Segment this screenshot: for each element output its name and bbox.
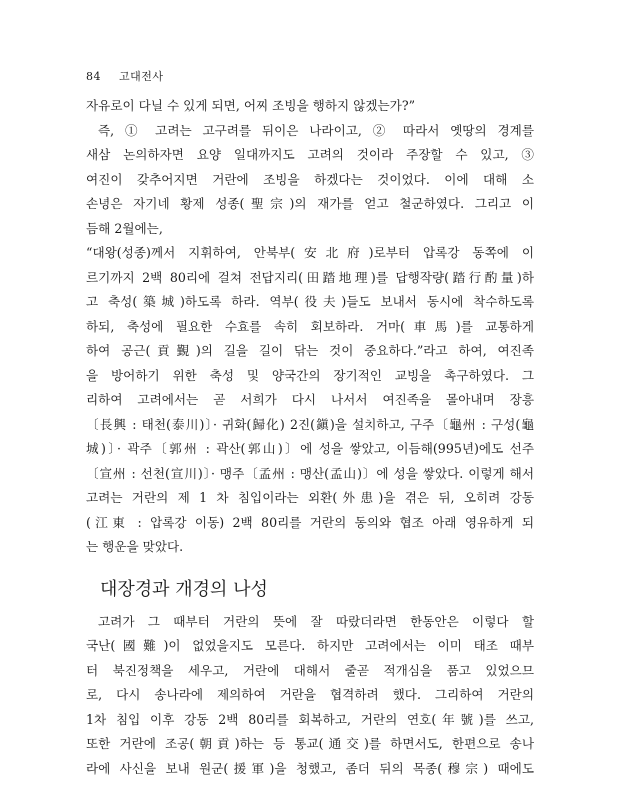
quotation-paragraph: [86, 241, 534, 560]
text-line: 라에 사신을 보내 원군(援軍)을 청했고, 좀더 뒤의 목종(穆宗) 때에도: [86, 760, 534, 776]
text-line: 여진이 갖추어지면 거란에 조빙을 하겠다는 것이었다. 이에 대해 소: [86, 171, 534, 187]
text-line: 고려는 거란의 제 1 차 침입이라는 외환(外患)을 겪은 뒤, 오히려 강동: [86, 490, 534, 505]
text-line: 하되, 축성에 필요한 수효를 속히 회보하라. 거마(車馬)를 교통하게: [86, 318, 534, 334]
text-line: 국난(國難)이 없었을지도 모른다. 하지만 고려에서는 이미 태조 때부: [86, 638, 534, 653]
text-line: 는 행운을 맞았다.: [86, 539, 184, 554]
text-line: 자유로이 다닐 수 있게 되면, 어찌 조빙을 행하지 않겠는가?”: [86, 98, 416, 113]
section-heading: 대장경과 개경의 나성: [100, 578, 268, 600]
text-line: 손녕은 자기네 황제 성종(聖宗)의 재가를 얻고 철군하였다. 그리고 이: [86, 196, 534, 211]
text-line: 〔長興 : 태천(泰川)〕· 귀화(歸化) 2진(鎭)을 설치하고, 구주〔龜州 : 구성(龜: [86, 416, 534, 432]
body-text: [86, 94, 534, 781]
text-line: 리하여 고려에서는 곧 서희가 다시 나서서 여진족을 몰아내며 장흥: [86, 392, 534, 407]
page-number: 84: [86, 70, 101, 83]
text-line: 로, 다시 송나라에 제의하여 거란을 협격하려 했다. 그리하여 거란의: [86, 687, 534, 702]
text-line: 城)〕· 곽주〔郭州 : 곽산(郭山)〕에 성을 쌓았고, 이듬해(995년)에도 선주: [86, 441, 534, 456]
text-line: “대왕(성종)께서 지휘하여, 안북부(安北府)로부터 압록강 동쪽에 이: [86, 245, 534, 260]
text-line: 고려가 그 때부터 거란의 뜻에 잘 따랐더라면 한동안은 이렇다 할: [98, 613, 534, 629]
text-line: 터 북진정책을 세우고, 거란에 대해서 줄곧 적개심을 품고 있었으므: [86, 662, 534, 678]
text-line: 1차 침입 이후 강동 2백 80리를 회복하고, 거란의 연호(年號)를 쓰고,: [86, 711, 534, 727]
text-line: 고 축성(築城)하도록 하라. 역부(役夫)들도 보내서 동시에 착수하도록: [86, 294, 534, 309]
paragraph-2: [86, 610, 534, 782]
text-line: (江東 : 압록강 이동) 2백 80리를 거란의 동의와 협조 아래 영유하게 되: [86, 514, 534, 530]
text-line: 하여 공근(貢覲)의 길을 길이 닦는 것이 중요하다.”라고 하여, 여진족: [86, 343, 534, 358]
text-line: 〔宣州 : 선천(宣川)〕· 맹주〔孟州 : 맹산(孟山)〕에 성을 쌓았다. 이렇게 해서: [86, 465, 534, 481]
text-line: 즉, ① 고려는 고구려를 뒤이은 나라이고, ② 따라서 옛땅의 경계를: [98, 122, 534, 138]
text-line: 르기까지 2백 80리에 걸쳐 전답지리(田踏地理)를 답행작량(踏行酌量)하: [86, 269, 534, 285]
text-line: 을 방어하기 위한 축성 및 양국간의 장기적인 교빙을 촉구하였다. 그: [86, 367, 534, 383]
text-line: 또한 거란에 조공(朝貢)하는 등 통교(通交)를 하면서도, 한편으로 송나: [86, 736, 534, 751]
running-header: [86, 68, 164, 84]
text-line: 새삼 논의하자면 요양 일대까지도 고려의 것이라 주장할 수 있고, ③: [86, 147, 534, 162]
running-title: 고대전사: [119, 70, 164, 83]
paragraph-1: [86, 94, 534, 241]
text-line: 듬해 2월에는,: [86, 220, 163, 236]
